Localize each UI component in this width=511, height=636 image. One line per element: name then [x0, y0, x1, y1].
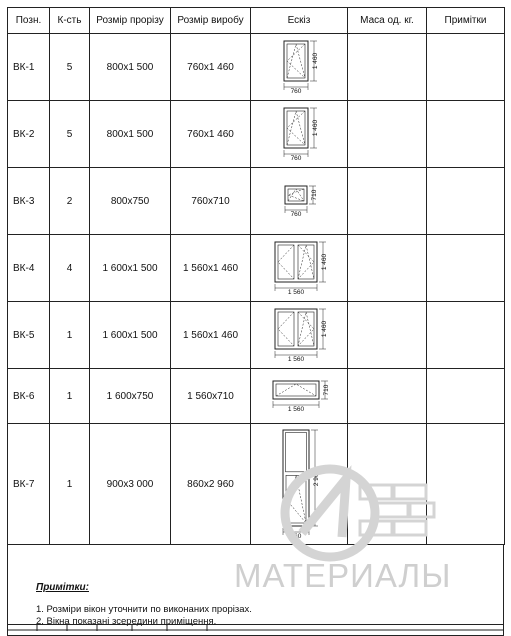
window-sketch — [251, 101, 348, 167]
table-bottom-border — [7, 624, 504, 631]
header-quantity: К-сть — [50, 8, 90, 34]
header-sketch: Ескіз — [251, 8, 348, 34]
quantity-cell: 1 — [50, 369, 90, 424]
note-line: 1. Розміри вікон уточнити по виконаних прорізах. — [36, 604, 252, 615]
notes-title: Примітки: — [36, 582, 89, 593]
unit-mass-cell — [348, 34, 427, 101]
sketch-cell — [251, 424, 348, 545]
window-sketch — [251, 424, 348, 544]
specification-sheet — [7, 7, 504, 625]
notes-cell — [427, 168, 505, 235]
sketch-width-label: 1 560 — [287, 289, 305, 296]
position-cell: ВК-7 — [8, 424, 50, 545]
table-header-row — [8, 8, 505, 34]
sketch-width-label: 860 — [290, 533, 302, 540]
table-row — [8, 424, 505, 545]
quantity-cell: 5 — [50, 101, 90, 168]
position-cell: ВК-5 — [8, 302, 50, 369]
unit-mass-cell — [348, 302, 427, 369]
notes-cell — [427, 235, 505, 302]
sketch-width-label: 1 560 — [287, 406, 305, 413]
window-sketch — [251, 168, 348, 234]
notes-cell — [427, 424, 505, 545]
window-sketch — [251, 369, 348, 423]
sketch-width-label: 760 — [290, 155, 302, 162]
header-opening-size: Розмір прорізу — [90, 8, 171, 34]
product-size-cell: 760x1 460 — [171, 101, 251, 168]
opening-size-cell: 1 600x1 500 — [90, 235, 171, 302]
opening-size-cell: 1 600x750 — [90, 369, 171, 424]
position-cell: ВК-4 — [8, 235, 50, 302]
notes-cell — [427, 101, 505, 168]
header-position: Позн. — [8, 8, 50, 34]
sketch-height-label: 710 — [323, 384, 330, 396]
window-sketch — [251, 34, 348, 100]
table-row — [8, 34, 505, 101]
sketch-width-label: 760 — [290, 88, 302, 95]
unit-mass-cell — [348, 369, 427, 424]
quantity-cell: 2 — [50, 168, 90, 235]
unit-mass-cell — [348, 424, 427, 545]
sketch-height-label: 2 960 — [313, 469, 320, 487]
note-line: 2. Вікна показані зсередини приміщення. — [36, 616, 217, 627]
window-sketch — [251, 235, 348, 301]
opening-size-cell: 1 600x1 500 — [90, 302, 171, 369]
sketch-height-label: 1 460 — [321, 253, 328, 271]
quantity-cell: 1 — [50, 302, 90, 369]
watermark-text: МАТЕРИАЛЫ — [234, 557, 452, 594]
product-size-cell: 1 560x1 460 — [171, 302, 251, 369]
sketch-cell — [251, 168, 348, 235]
sketch-height-label: 1 460 — [312, 52, 319, 70]
position-cell: ВК-2 — [8, 101, 50, 168]
sketch-cell — [251, 302, 348, 369]
sketch-height-label: 1 460 — [321, 320, 328, 338]
unit-mass-cell — [348, 235, 427, 302]
position-cell: ВК-3 — [8, 168, 50, 235]
quantity-cell: 5 — [50, 34, 90, 101]
header-notes: Примітки — [427, 8, 505, 34]
window-sketch — [251, 302, 348, 368]
notes-block — [7, 545, 504, 636]
opening-size-cell: 900x3 000 — [90, 424, 171, 545]
table-row — [8, 369, 505, 424]
header-product-size: Розмір виробу — [171, 8, 251, 34]
sketch-width-label: 760 — [290, 211, 302, 218]
sketch-height-label: 710 — [311, 189, 318, 201]
unit-mass-cell — [348, 101, 427, 168]
table-row — [8, 235, 505, 302]
sketch-height-label: 1 460 — [312, 119, 319, 137]
position-cell: ВК-1 — [8, 34, 50, 101]
sketch-cell — [251, 34, 348, 101]
table-row — [8, 302, 505, 369]
table-row — [8, 168, 505, 235]
quantity-cell: 1 — [50, 424, 90, 545]
sketch-cell — [251, 101, 348, 168]
quantity-cell: 4 — [50, 235, 90, 302]
opening-size-cell: 800x1 500 — [90, 101, 171, 168]
sketch-cell — [251, 369, 348, 424]
notes-cell — [427, 302, 505, 369]
product-size-cell: 760x1 460 — [171, 34, 251, 101]
opening-size-cell: 800x750 — [90, 168, 171, 235]
product-size-cell: 1 560x1 460 — [171, 235, 251, 302]
header-unit-mass: Маса од. кг. — [348, 8, 427, 34]
product-size-cell: 1 560x710 — [171, 369, 251, 424]
opening-size-cell: 800x1 500 — [90, 34, 171, 101]
sketch-cell — [251, 235, 348, 302]
window-specification-table — [7, 7, 505, 545]
notes-cell — [427, 34, 505, 101]
product-size-cell: 760x710 — [171, 168, 251, 235]
table-row — [8, 101, 505, 168]
unit-mass-cell — [348, 168, 427, 235]
notes-cell — [427, 369, 505, 424]
sketch-width-label: 1 560 — [287, 356, 305, 363]
product-size-cell: 860x2 960 — [171, 424, 251, 545]
position-cell: ВК-6 — [8, 369, 50, 424]
